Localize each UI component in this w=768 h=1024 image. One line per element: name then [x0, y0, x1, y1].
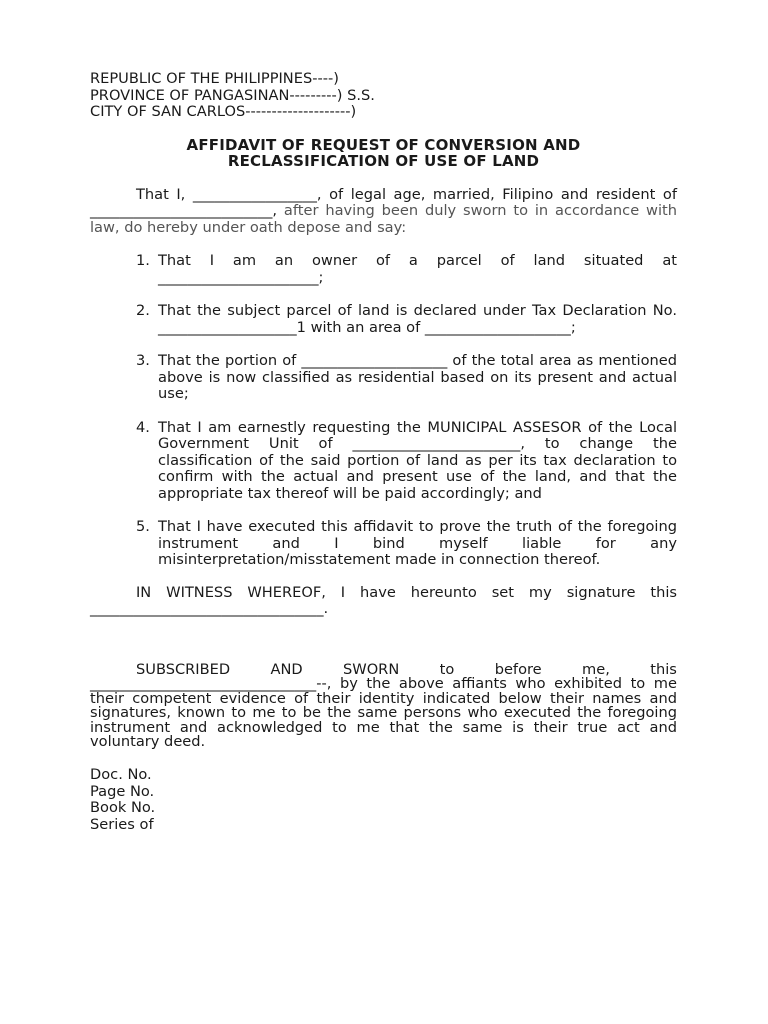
witness-date-blank: ________________________________.	[90, 600, 329, 617]
statement-number: 1.	[136, 252, 150, 269]
page-no-label: Page No.	[90, 782, 155, 800]
witness-clause: IN WITNESS WHEREOF, I have hereunto set my signature this	[136, 583, 677, 601]
jurat-word: SWORN	[343, 660, 400, 678]
jurat-word: before	[494, 660, 542, 678]
statement-number: 2.	[136, 302, 150, 319]
statement-text: That I have executed this affidavit to prove the truth of the foregoing instrument and I bind myself liable for any misinterpretation/misstatement made in connection thereof.	[158, 518, 677, 568]
statement-number: 5.	[136, 518, 150, 535]
title-line-1: AFFIDAVIT OF REQUEST OF CONVERSION AND	[186, 135, 581, 154]
statement-text: That the portion of ____________________ of the total area as mentioned above is now classified as residential based on its present and actual use;	[158, 352, 677, 402]
intro-text: That I, _________________, of legal age, married, Filipino and resident of _________________________,	[90, 185, 677, 219]
document-title	[90, 137, 677, 170]
jurat-paragraph	[90, 660, 677, 751]
venue-header	[90, 71, 677, 121]
statement-text: That I am earnestly requesting the MUNICIPAL ASSESOR of the Local Government Unit of _______________________, to change the classification of the said portion of land as per its tax declaration to confirm with the actual and present use of the land, and that the appropriate tax thereof will be paid accordingly; and	[158, 418, 677, 502]
statement-number: 4.	[136, 418, 150, 436]
jurat-word: this	[650, 660, 677, 678]
jurat-word: AND	[270, 660, 303, 678]
doc-no-label: Doc. No.	[90, 766, 152, 784]
jurat-text: _______________________________--, by the above affiants who exhibited to me their competent evidence of their identity indicated below their names and signatures, known to me to be the same persons who executed the foregoing instrument and acknowledged to me that the same is their true act and voluntary deed.	[90, 675, 677, 751]
venue-line-republic: REPUBLIC OF THE PHILIPPINES----)	[90, 70, 339, 87]
statement-number: 3.	[136, 352, 150, 369]
statement-item	[90, 519, 677, 569]
statement-item	[90, 253, 677, 286]
notarial-register	[90, 767, 677, 833]
jurat-word: to	[439, 660, 455, 678]
statement-text: That I am an owner of a parcel of land situated at ______________________;	[158, 252, 677, 286]
jurat-word: SUBSCRIBED	[136, 660, 231, 678]
venue-line-province: PROVINCE OF PANGASINAN---------) S.S.	[90, 86, 375, 104]
statement-item	[90, 420, 677, 503]
statement-item	[90, 353, 677, 403]
statement-text: That the subject parcel of land is declared under Tax Declaration No. ___________________1 with an area of ____________________;	[158, 302, 677, 336]
intro-paragraph	[90, 187, 677, 237]
statements-list	[90, 253, 677, 569]
series-label: Series of	[90, 815, 154, 833]
title-line-2: RECLASSIFICATION OF USE OF LAND	[227, 152, 540, 170]
book-no-label: Book No.	[90, 799, 156, 817]
intro-oath-text: after having been duly sworn to in accordance with law, do hereby under oath depose and say:	[90, 202, 677, 236]
statement-item	[90, 303, 677, 336]
venue-line-city: CITY OF SAN CARLOS--------------------)	[90, 103, 357, 120]
jurat-word: me,	[582, 660, 610, 678]
affidavit-page	[90, 71, 677, 833]
